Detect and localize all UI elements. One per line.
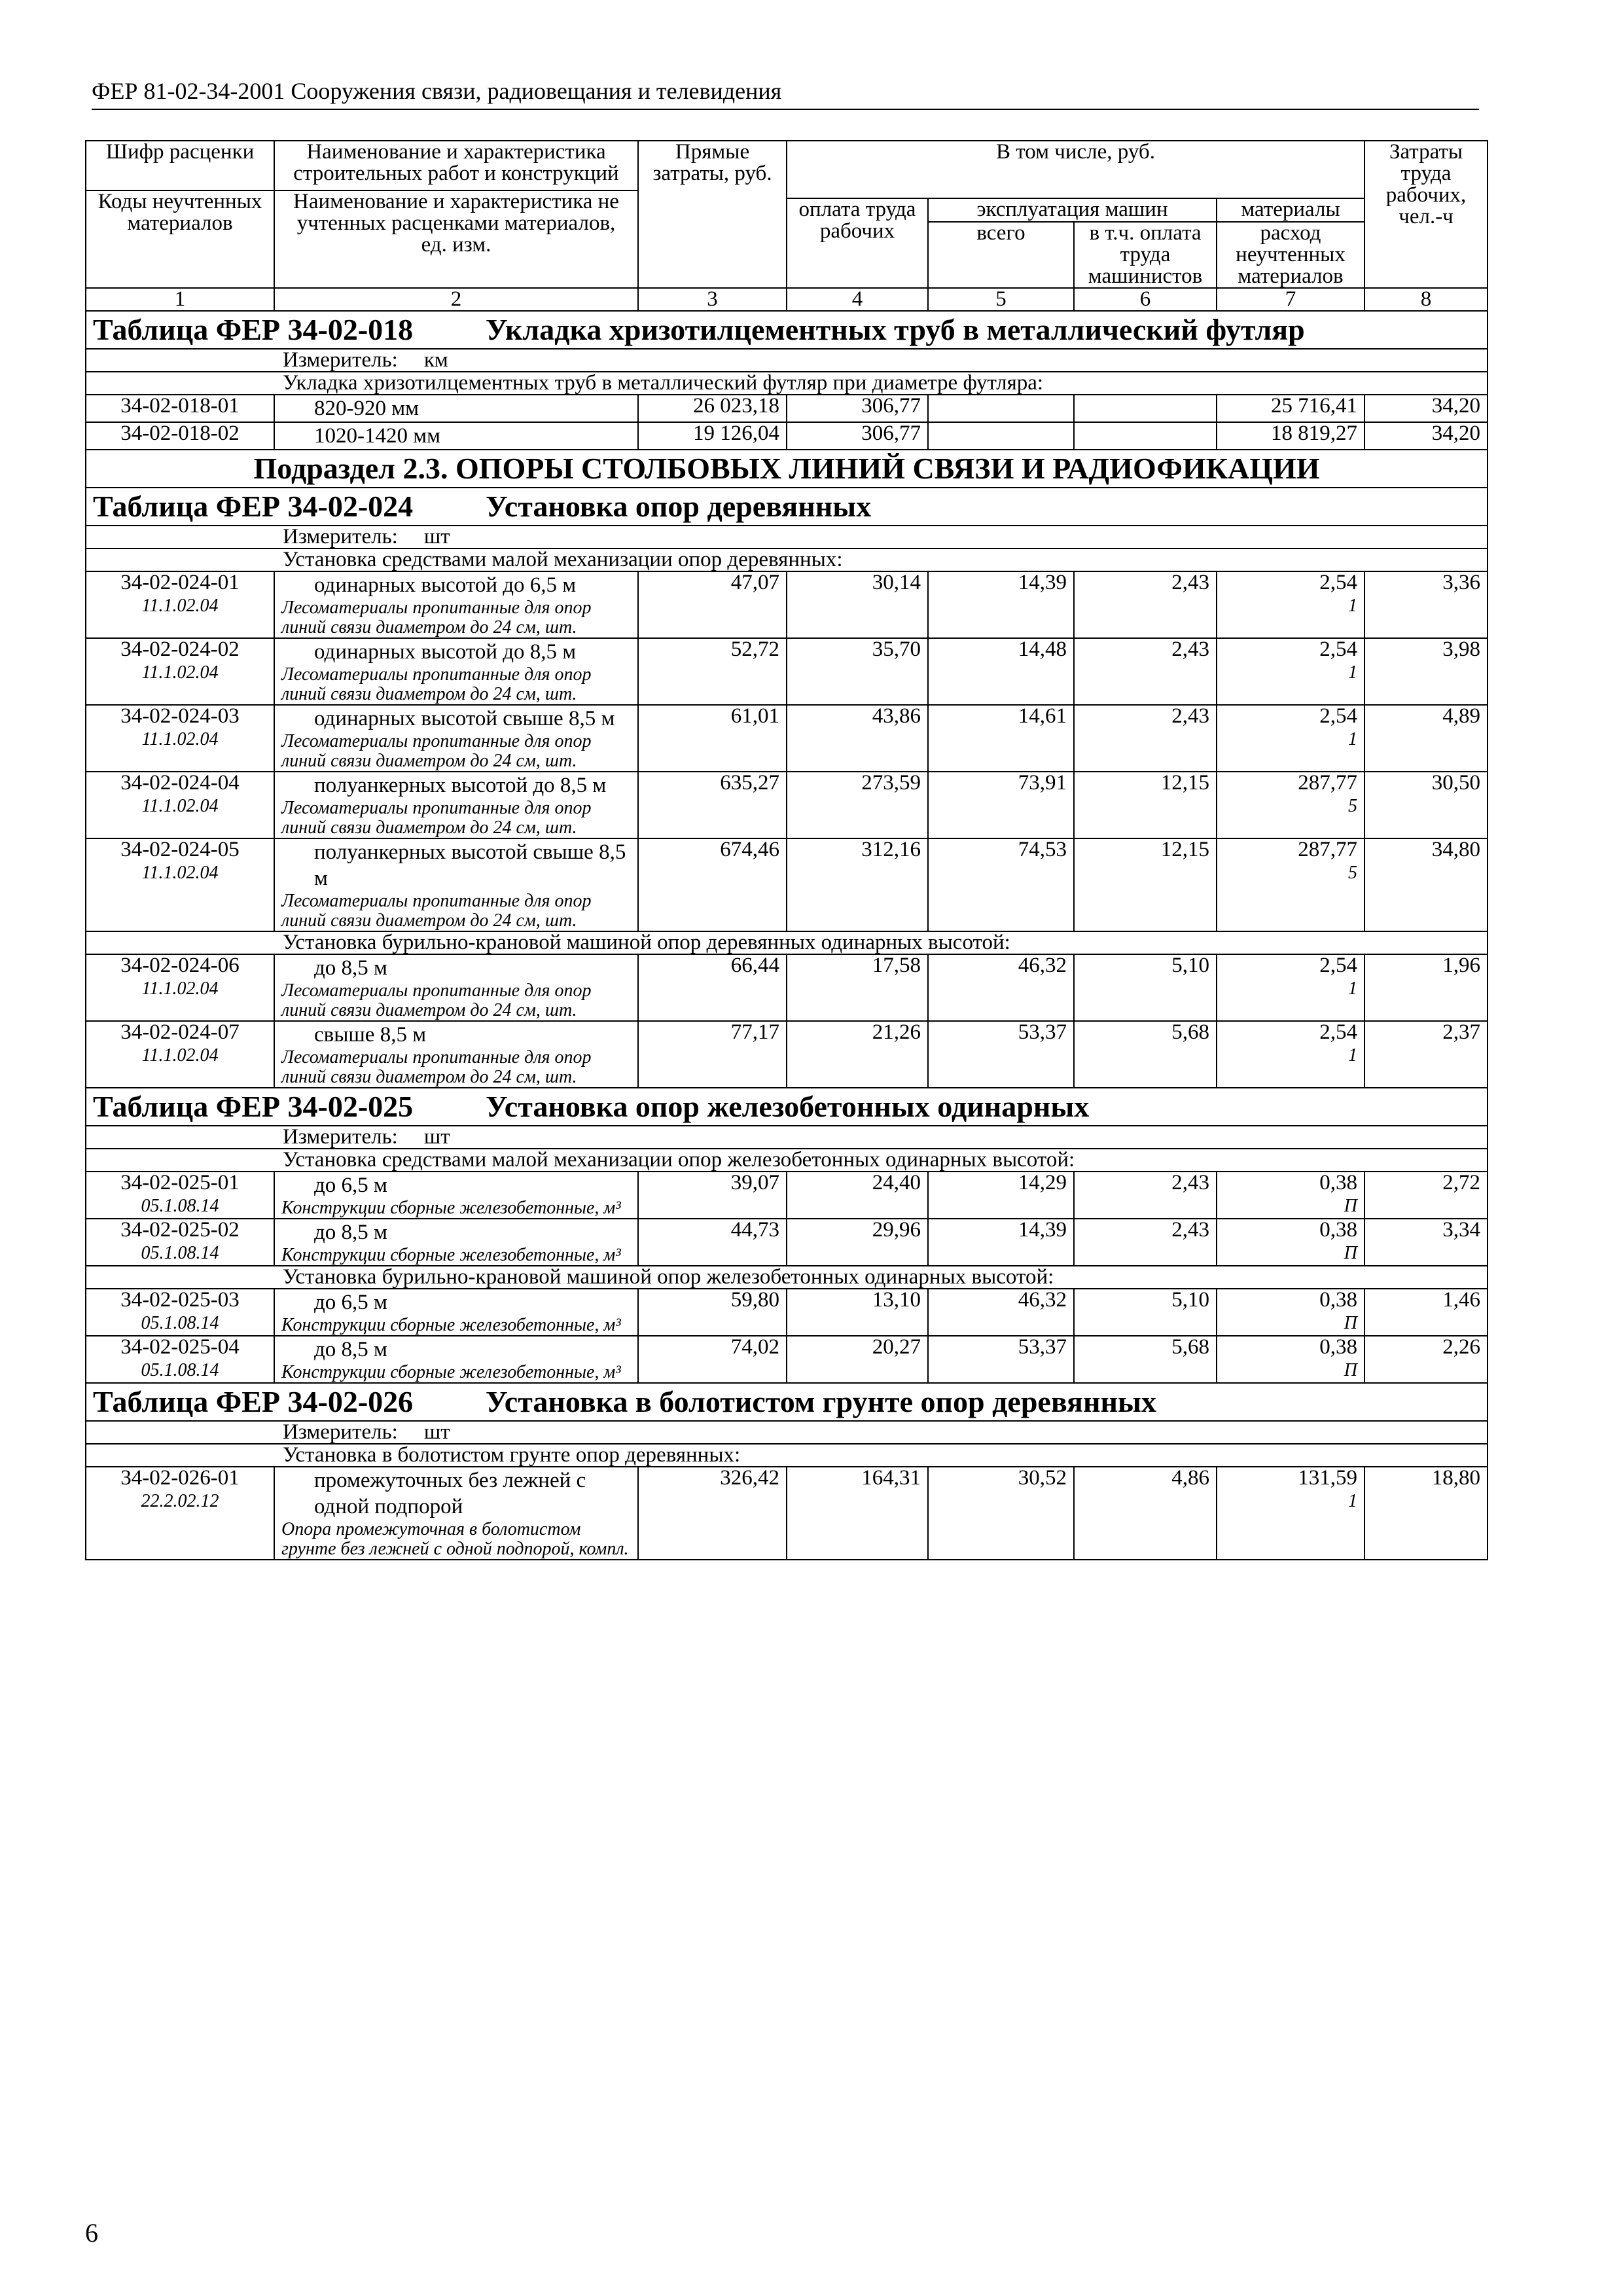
subsection-title: Подраздел 2.3. ОПОРЫ СТОЛБОВЫХ ЛИНИЙ СВЯЗИ И РАДИОФИКАЦИИ (86, 450, 1488, 488)
material-name: Лесоматериалы пропитанные для опор линий связи диаметром до 24 см, шт. (281, 664, 592, 704)
work-name: одинарных высотой до 8,5 м (314, 640, 577, 664)
labor-hours: 34,20 (1364, 395, 1488, 422)
materials-cell (1217, 638, 1364, 705)
table-row (86, 1289, 1488, 1336)
table-code: Таблица ФЕР 34-02-018 (93, 313, 414, 346)
direct-cost: 44,73 (638, 1219, 787, 1266)
material-code: 11.1.02.04 (141, 978, 219, 999)
machine-cost: 14,48 (928, 638, 1074, 705)
measure-row (86, 1421, 1488, 1444)
group-title: Установка бурильно-крановой машиной опор деревянных одинарных высотой: (86, 931, 1488, 954)
materials-cell (1217, 1336, 1364, 1383)
machine-labor-cost: 12,15 (1074, 838, 1217, 931)
rate-name-cell (274, 395, 638, 422)
table-row (86, 772, 1488, 838)
labor-cost: 13,10 (787, 1289, 928, 1336)
header-incl: В том числе, руб. (787, 141, 1364, 198)
rate-code-cell (86, 1336, 274, 1383)
work-name: до 6,5 м (314, 1174, 387, 1197)
materials-cost: 287,77 (1298, 838, 1358, 861)
materials-cost: 2,54 (1319, 705, 1358, 728)
labor-cost: 273,59 (787, 772, 928, 838)
table-code: Таблица ФЕР 34-02-024 (93, 490, 414, 523)
materials-cell (1217, 1219, 1364, 1266)
machine-labor-cost: 5,68 (1074, 1021, 1217, 1088)
col-number: 7 (1217, 288, 1364, 311)
direct-cost: 61,01 (638, 705, 787, 772)
labor-hours: 2,72 (1364, 1172, 1488, 1219)
header-mat-codes: Коды неучтенных материалов (86, 190, 274, 288)
direct-cost: 39,07 (638, 1172, 787, 1219)
direct-cost: 19 126,04 (638, 422, 787, 450)
labor-cost: 306,77 (787, 395, 928, 422)
material-code: 11.1.02.04 (141, 729, 219, 749)
material-name: Конструкции сборные железобетонные, м³ (281, 1362, 621, 1382)
materials-cell (1217, 1467, 1364, 1560)
labor-hours: 34,80 (1364, 838, 1488, 931)
material-name: Лесоматериалы пропитанные для опор линий связи диаметром до 24 см, шт. (281, 891, 592, 931)
materials-cell (1217, 571, 1364, 638)
table-row (86, 1172, 1488, 1219)
rate-code-cell (86, 954, 274, 1021)
rate-name-cell (274, 705, 638, 772)
material-consumption: 1 (1348, 662, 1358, 683)
materials-cost: 2,54 (1319, 571, 1358, 594)
header-direct: Прямые затраты, руб. (638, 141, 787, 288)
material-consumption: 5 (1348, 796, 1358, 816)
machine-labor-cost: 4,86 (1074, 1467, 1217, 1560)
col-number: 3 (638, 288, 787, 311)
table-row (86, 838, 1488, 931)
rate-code-cell (86, 1467, 274, 1560)
table-name: Установка в болотистом грунте опор деревянных (486, 1385, 1156, 1418)
material-code: 11.1.02.04 (141, 662, 219, 683)
rate-code: 34-02-025-04 (120, 1336, 240, 1359)
rate-code: 34-02-024-02 (120, 638, 240, 661)
measure-label: Измеритель: (283, 1126, 398, 1149)
labor-cost: 24,40 (787, 1172, 928, 1219)
rate-code: 34-02-024-07 (120, 1021, 240, 1044)
rate-code: 34-02-018-01 (120, 395, 240, 418)
measure-unit: шт (423, 526, 450, 548)
machine-cost: 30,52 (928, 1467, 1074, 1560)
work-name: одинарных высотой свыше 8,5 м (314, 707, 615, 730)
header-materials: материалы (1217, 198, 1364, 222)
table-row (86, 571, 1488, 638)
table-row (86, 422, 1488, 450)
rate-name-cell (274, 571, 638, 638)
machine-labor-cost: 2,43 (1074, 571, 1217, 638)
material-code: 11.1.02.04 (141, 1045, 219, 1066)
machine-cost: 53,37 (928, 1336, 1074, 1383)
machine-cost: 14,61 (928, 705, 1074, 772)
rate-code-cell (86, 638, 274, 705)
labor-cost: 164,31 (787, 1467, 928, 1560)
table-title (86, 1088, 1488, 1126)
measure-label: Измеритель: (283, 349, 398, 372)
labor-cost: 20,27 (787, 1336, 928, 1383)
rate-name-cell (274, 1289, 638, 1336)
header-mach-total: всего (928, 222, 1074, 288)
measure-label: Измеритель: (283, 526, 398, 548)
machine-cost: 53,37 (928, 1021, 1074, 1088)
material-consumption: П (1344, 1196, 1358, 1216)
machine-cost: 46,32 (928, 954, 1074, 1021)
material-code: 05.1.08.14 (141, 1243, 219, 1263)
machine-labor-cost: 2,43 (1074, 1172, 1217, 1219)
material-consumption: 5 (1348, 863, 1358, 883)
material-name: Лесоматериалы пропитанные для опор линий связи диаметром до 24 см, шт. (281, 1047, 592, 1087)
group-title: Установка в болотистом грунте опор деревянных: (86, 1444, 1488, 1467)
materials-cost: 2,54 (1319, 1021, 1358, 1044)
table-title (86, 311, 1488, 349)
rate-name-cell (274, 1172, 638, 1219)
materials-cell (1217, 838, 1364, 931)
header-mach-labor: в т.ч. оплата труда машинистов (1074, 222, 1217, 288)
materials-cost: 0,38 (1319, 1336, 1358, 1359)
rate-name-cell (274, 1219, 638, 1266)
materials-cell (1217, 705, 1364, 772)
materials-cell (1217, 1172, 1364, 1219)
col-number: 1 (86, 288, 274, 311)
work-name: одинарных высотой до 6,5 м (314, 573, 577, 597)
machine-labor-cost (1074, 422, 1217, 450)
rate-name-cell (274, 422, 638, 450)
labor-hours: 1,96 (1364, 954, 1488, 1021)
rate-name-cell (274, 838, 638, 931)
labor-cost: 312,16 (787, 838, 928, 931)
rate-code-cell (86, 838, 274, 931)
table-name: Укладка хризотилцементных труб в металлический футляр (486, 313, 1305, 346)
rate-code-cell (86, 1021, 274, 1088)
material-code: 05.1.08.14 (141, 1360, 219, 1380)
materials-cost: 0,38 (1319, 1289, 1358, 1312)
table-row (86, 1219, 1488, 1266)
material-consumption: 1 (1348, 1045, 1358, 1066)
work-name: 1020-1420 мм (314, 424, 441, 448)
work-name: до 6,5 м (314, 1291, 387, 1314)
labor-cost: 29,96 (787, 1219, 928, 1266)
rate-code-cell (86, 1172, 274, 1219)
machine-labor-cost: 2,43 (1074, 638, 1217, 705)
direct-cost: 52,72 (638, 638, 787, 705)
materials-cost: 287,77 (1298, 772, 1358, 795)
header-name: Наименование и характеристика строительных работ и конструкций (274, 141, 638, 190)
machine-labor-cost: 2,43 (1074, 1219, 1217, 1266)
machine-cost (928, 395, 1074, 422)
material-name: Конструкции сборные железобетонные, м³ (281, 1245, 621, 1265)
labor-hours: 2,37 (1364, 1021, 1488, 1088)
table-row (86, 1336, 1488, 1383)
header-machines: эксплуатация машин (928, 198, 1217, 222)
material-code: 22.2.02.12 (141, 1491, 219, 1511)
measure-unit: км (423, 349, 448, 372)
group-title: Укладка хризотилцементных труб в металлический футляр при диаметре футляра: (86, 372, 1488, 395)
rate-code: 34-02-025-01 (120, 1172, 240, 1194)
materials-cell (1217, 1021, 1364, 1088)
col-number: 4 (787, 288, 928, 311)
table-title (86, 488, 1488, 526)
col-number: 8 (1364, 288, 1488, 311)
group-title: Установка средствами малой механизации опор железобетонных одинарных высотой: (86, 1149, 1488, 1172)
machine-cost: 74,53 (928, 838, 1074, 931)
table-row (86, 705, 1488, 772)
material-code: 05.1.08.14 (141, 1313, 219, 1333)
measure-row (86, 349, 1488, 372)
machine-cost (928, 422, 1074, 450)
labor-hours: 3,36 (1364, 571, 1488, 638)
direct-cost: 66,44 (638, 954, 787, 1021)
material-code: 11.1.02.04 (141, 863, 219, 883)
material-name: Конструкции сборные железобетонные, м³ (281, 1198, 621, 1218)
material-consumption: 1 (1348, 978, 1358, 999)
direct-cost: 59,80 (638, 1289, 787, 1336)
rate-name-cell (274, 1021, 638, 1088)
rate-code: 34-02-025-03 (120, 1289, 240, 1312)
machine-labor-cost: 5,68 (1074, 1336, 1217, 1383)
materials-cost: 25 716,41 (1271, 395, 1358, 418)
machine-cost: 14,39 (928, 1219, 1074, 1266)
rate-name-cell (274, 772, 638, 838)
direct-cost: 47,07 (638, 571, 787, 638)
table-name: Установка опор деревянных (486, 490, 872, 523)
materials-cell (1217, 772, 1364, 838)
labor-hours: 3,34 (1364, 1219, 1488, 1266)
labor-cost: 17,58 (787, 954, 928, 1021)
machine-labor-cost (1074, 395, 1217, 422)
header-labor: оплата труда рабочих (787, 198, 928, 288)
material-name: Опора промежуточная в болотистом грунте без лежней с одной подпорой, компл. (281, 1519, 629, 1559)
machine-cost: 46,32 (928, 1289, 1074, 1336)
rate-code-cell (86, 571, 274, 638)
table-title (86, 1383, 1488, 1421)
labor-cost: 306,77 (787, 422, 928, 450)
col-number: 5 (928, 288, 1074, 311)
material-consumption: 1 (1348, 596, 1358, 616)
page-header: ФЕР 81-02-34-2001 Сооружения связи, радиовещания и телевидения (92, 77, 1479, 110)
work-name: до 8,5 м (314, 1221, 387, 1244)
labor-hours: 3,98 (1364, 638, 1488, 705)
rate-name-cell (274, 954, 638, 1021)
labor-cost: 21,26 (787, 1021, 928, 1088)
header-hours: Затраты труда рабочих, чел.-ч (1364, 141, 1488, 288)
labor-cost: 35,70 (787, 638, 928, 705)
machine-labor-cost: 2,43 (1074, 705, 1217, 772)
materials-cost: 0,38 (1319, 1172, 1358, 1194)
material-name: Лесоматериалы пропитанные для опор линий связи диаметром до 24 см, шт. (281, 598, 592, 637)
materials-cell (1217, 954, 1364, 1021)
materials-cost: 2,54 (1319, 954, 1358, 977)
materials-cost: 131,59 (1298, 1467, 1358, 1490)
rate-code: 34-02-024-05 (120, 838, 240, 861)
machine-cost: 14,39 (928, 571, 1074, 638)
work-name: 820-920 мм (314, 397, 419, 420)
header-mat-consumption: расход неучтенных материалов (1217, 222, 1364, 288)
materials-cell (1217, 422, 1364, 450)
machine-cost: 73,91 (928, 772, 1074, 838)
work-name: до 8,5 м (314, 956, 387, 980)
material-code: 11.1.02.04 (141, 796, 219, 816)
page-number: 6 (85, 2218, 98, 2248)
rate-code-cell (86, 1289, 274, 1336)
material-consumption: П (1344, 1243, 1358, 1263)
machine-cost: 14,29 (928, 1172, 1074, 1219)
material-consumption: 1 (1348, 729, 1358, 749)
materials-cell (1217, 1289, 1364, 1336)
table-name: Установка опор железобетонных одинарных (486, 1090, 1090, 1123)
rate-code-cell (86, 395, 274, 422)
price-table (85, 140, 1488, 1560)
header-code: Шифр расценки (86, 141, 274, 190)
rate-code-cell (86, 772, 274, 838)
rate-code: 34-02-024-06 (120, 954, 240, 977)
measure-label: Измеритель: (283, 1421, 398, 1444)
material-code: 05.1.08.14 (141, 1196, 219, 1216)
material-name: Лесоматериалы пропитанные для опор линий связи диаметром до 24 см, шт. (281, 980, 592, 1020)
labor-cost: 30,14 (787, 571, 928, 638)
direct-cost: 74,02 (638, 1336, 787, 1383)
materials-cost: 0,38 (1319, 1219, 1358, 1242)
material-code: 11.1.02.04 (141, 596, 219, 616)
work-name: полуанкерных высотой до 8,5 м (314, 774, 607, 797)
header-mat-name: Наименование и характеристика не учтенных расценками материалов, ед. изм. (274, 190, 638, 288)
direct-cost: 77,17 (638, 1021, 787, 1088)
labor-cost: 43,86 (787, 705, 928, 772)
direct-cost: 26 023,18 (638, 395, 787, 422)
table-row (86, 638, 1488, 705)
direct-cost: 635,27 (638, 772, 787, 838)
measure-unit: шт (423, 1126, 450, 1149)
col-number: 6 (1074, 288, 1217, 311)
labor-hours: 4,89 (1364, 705, 1488, 772)
material-name: Лесоматериалы пропитанные для опор линий связи диаметром до 24 см, шт. (281, 798, 592, 838)
material-name: Конструкции сборные железобетонные, м³ (281, 1315, 621, 1335)
machine-labor-cost: 5,10 (1074, 954, 1217, 1021)
col-number: 2 (274, 288, 638, 311)
measure-row (86, 1126, 1488, 1149)
rate-code: 34-02-024-01 (120, 571, 240, 594)
material-consumption: П (1344, 1360, 1358, 1380)
table-code: Таблица ФЕР 34-02-025 (93, 1090, 414, 1123)
direct-cost: 326,42 (638, 1467, 787, 1560)
material-name: Лесоматериалы пропитанные для опор линий связи диаметром до 24 см, шт. (281, 731, 592, 771)
machine-labor-cost: 5,10 (1074, 1289, 1217, 1336)
material-consumption: 1 (1348, 1491, 1358, 1511)
labor-hours: 30,50 (1364, 772, 1488, 838)
table-row (86, 1021, 1488, 1088)
rate-name-cell (274, 1467, 638, 1560)
direct-cost: 674,46 (638, 838, 787, 931)
rate-code: 34-02-024-04 (120, 772, 240, 795)
labor-hours: 34,20 (1364, 422, 1488, 450)
group-title: Установка бурильно-крановой машиной опор железобетонных одинарных высотой: (86, 1266, 1488, 1289)
work-name: промежуточных без лежней с одной подпорой (314, 1469, 586, 1518)
rate-code-cell (86, 1219, 274, 1266)
machine-labor-cost: 12,15 (1074, 772, 1217, 838)
rate-code: 34-02-024-03 (120, 705, 240, 728)
labor-hours: 1,46 (1364, 1289, 1488, 1336)
materials-cell (1217, 395, 1364, 422)
material-consumption: П (1344, 1313, 1358, 1333)
work-name: до 8,5 м (314, 1338, 387, 1361)
rate-name-cell (274, 638, 638, 705)
table-row (86, 954, 1488, 1021)
rate-code-cell (86, 422, 274, 450)
table-row (86, 1467, 1488, 1560)
table-row (86, 395, 1488, 422)
measure-unit: шт (423, 1421, 450, 1444)
labor-hours: 2,26 (1364, 1336, 1488, 1383)
work-name: полуанкерных высотой свыше 8,5 м (314, 840, 626, 890)
materials-cost: 18 819,27 (1271, 422, 1358, 445)
rate-code: 34-02-018-02 (120, 422, 240, 445)
measure-row (86, 526, 1488, 548)
labor-hours: 18,80 (1364, 1467, 1488, 1560)
materials-cost: 2,54 (1319, 638, 1358, 661)
table-code: Таблица ФЕР 34-02-026 (93, 1385, 414, 1418)
rate-code: 34-02-025-02 (120, 1219, 240, 1242)
rate-code-cell (86, 705, 274, 772)
rate-code: 34-02-026-01 (120, 1467, 240, 1490)
group-title: Установка средствами малой механизации опор деревянных: (86, 548, 1488, 571)
work-name: свыше 8,5 м (314, 1023, 427, 1047)
rate-name-cell (274, 1336, 638, 1383)
